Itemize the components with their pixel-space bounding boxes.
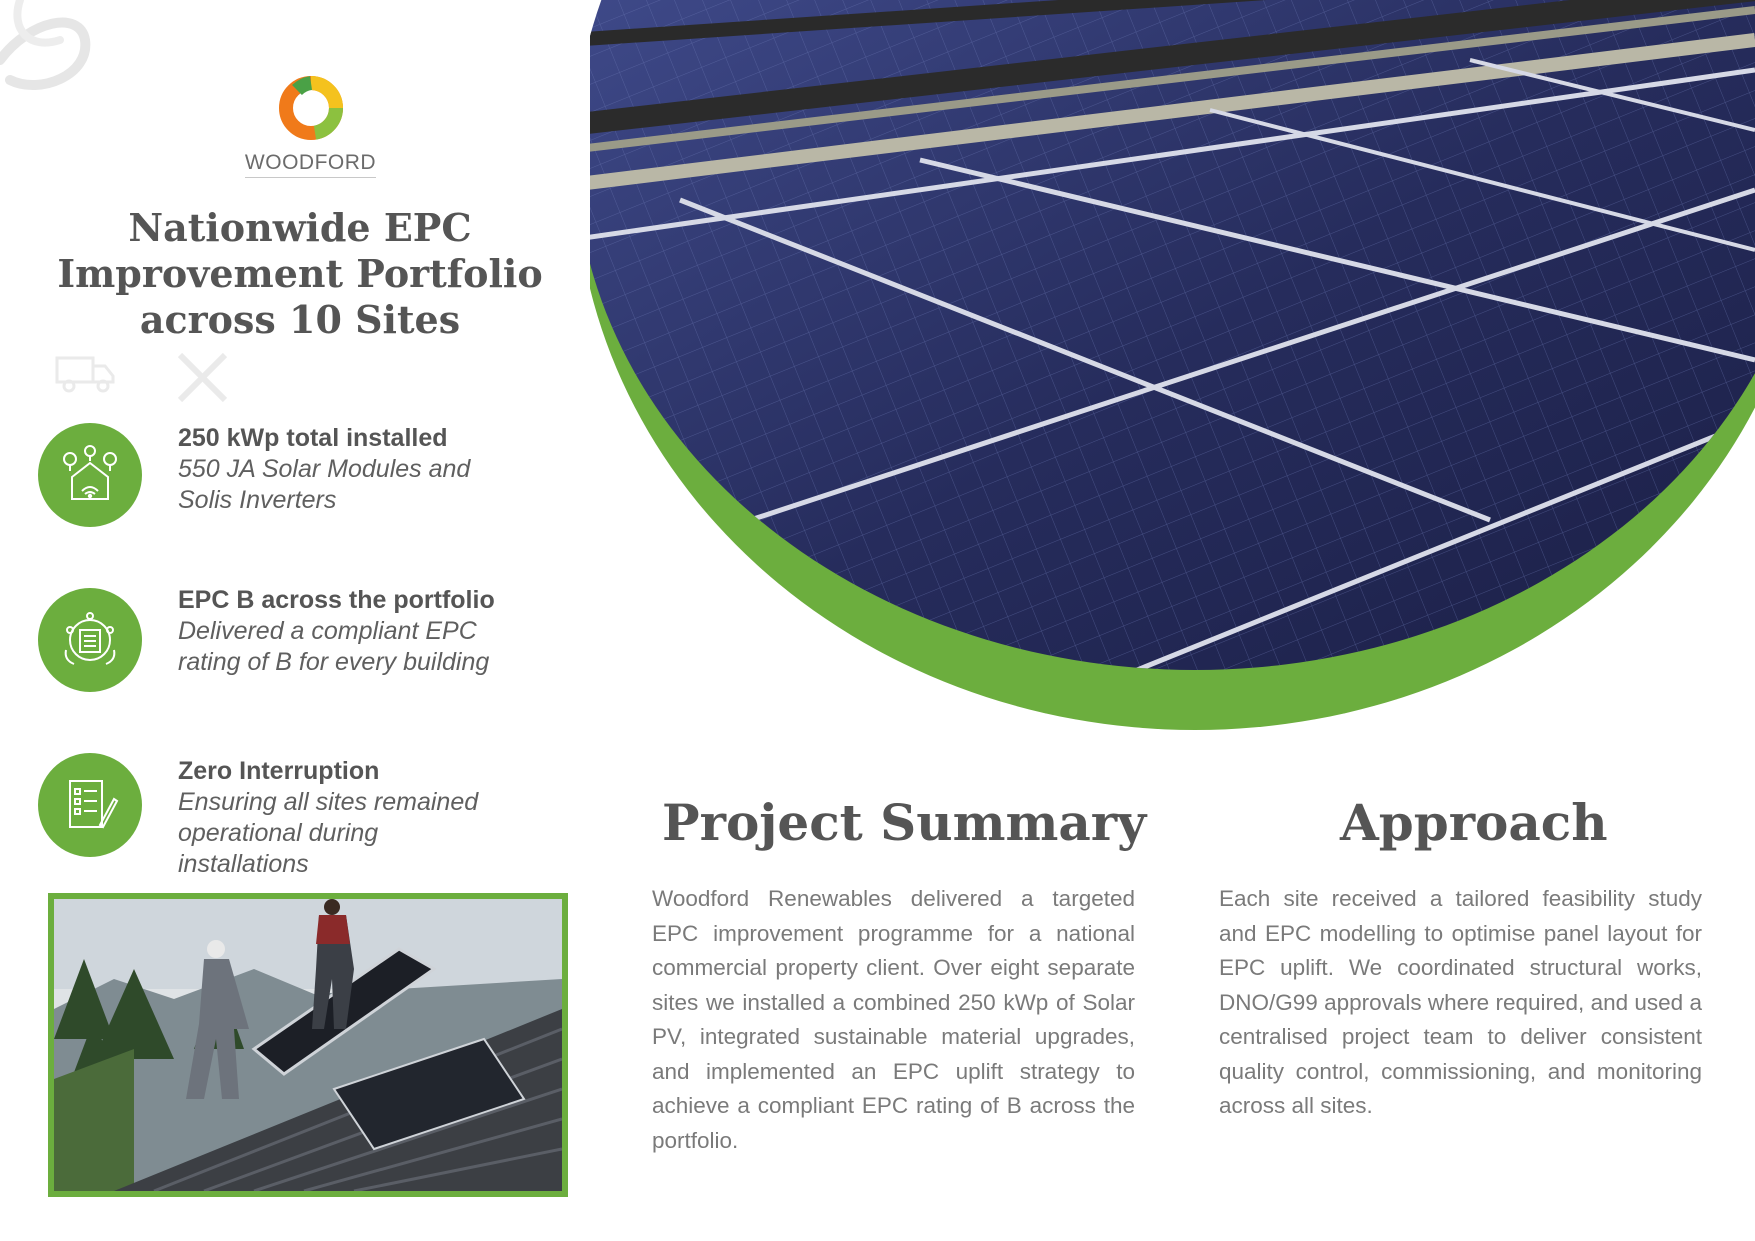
title-line-1: Nationwide EPC	[128, 205, 472, 250]
feature-icon-badge	[38, 588, 142, 692]
feature-icon-badge	[38, 753, 142, 857]
feature-desc-line: operational during	[178, 819, 379, 847]
logo-wordmark: WOODFORD	[245, 151, 376, 178]
checklist-clipboard-icon	[60, 775, 120, 835]
feature-epc-b	[38, 588, 578, 698]
feature-desc-line: Delivered a compliant EPC	[178, 617, 477, 645]
logo-ring-icon	[275, 72, 347, 144]
feature-title: Zero Interruption	[178, 757, 380, 785]
faint-truck-icon	[55, 350, 115, 395]
approach-title: Approach	[1340, 793, 1608, 852]
decorative-swirl	[0, 0, 110, 110]
feature-desc-line: rating of B for every building	[178, 648, 490, 676]
title-line-2: Improvement Portfolio	[57, 251, 543, 296]
page-title	[40, 205, 560, 343]
smart-home-icon	[60, 445, 120, 505]
project-summary-body: Woodford Renewables delivered a targeted EPC improvement programme for a national commercial property client. Over eight separate sites we installed a combined 250 kWp of Solar PV, integrated sustainable material upgrades, and implemented an EPC uplift strategy to achieve a compliant EPC rating of B across the portfolio.	[652, 886, 1135, 1153]
feature-installed	[38, 423, 578, 533]
feature-desc-line: installations	[178, 850, 309, 878]
feature-zero-interruption	[38, 753, 578, 878]
feature-desc-line: Ensuring all sites remained	[178, 788, 479, 816]
faint-tools-icon	[175, 350, 230, 405]
feature-icon-badge	[38, 423, 142, 527]
hero-solar-roof-image	[590, 0, 1755, 735]
installers-on-roof-image	[54, 899, 562, 1191]
feature-title: EPC B across the portfolio	[178, 586, 495, 614]
building-certificate-icon	[60, 610, 120, 670]
approach-body: Each site received a tailored feasibility study and EPC modelling to optimise panel layout for EPC uplift. We coordinated structural works, DNO/G99 approvals where required, and used a centralised project team to deliver consistent quality control, commissioning, and monitoring across all sites.	[1219, 886, 1702, 1118]
feature-title: 250 kWp total installed	[178, 424, 448, 452]
title-line-3: across 10 Sites	[139, 297, 461, 342]
project-summary-title: Project Summary	[662, 793, 1147, 852]
feature-desc-line: 550 JA Solar Modules and	[178, 455, 471, 483]
logo	[238, 72, 383, 178]
installers-photo-frame	[48, 893, 568, 1197]
feature-desc-line: Solis Inverters	[178, 486, 337, 514]
